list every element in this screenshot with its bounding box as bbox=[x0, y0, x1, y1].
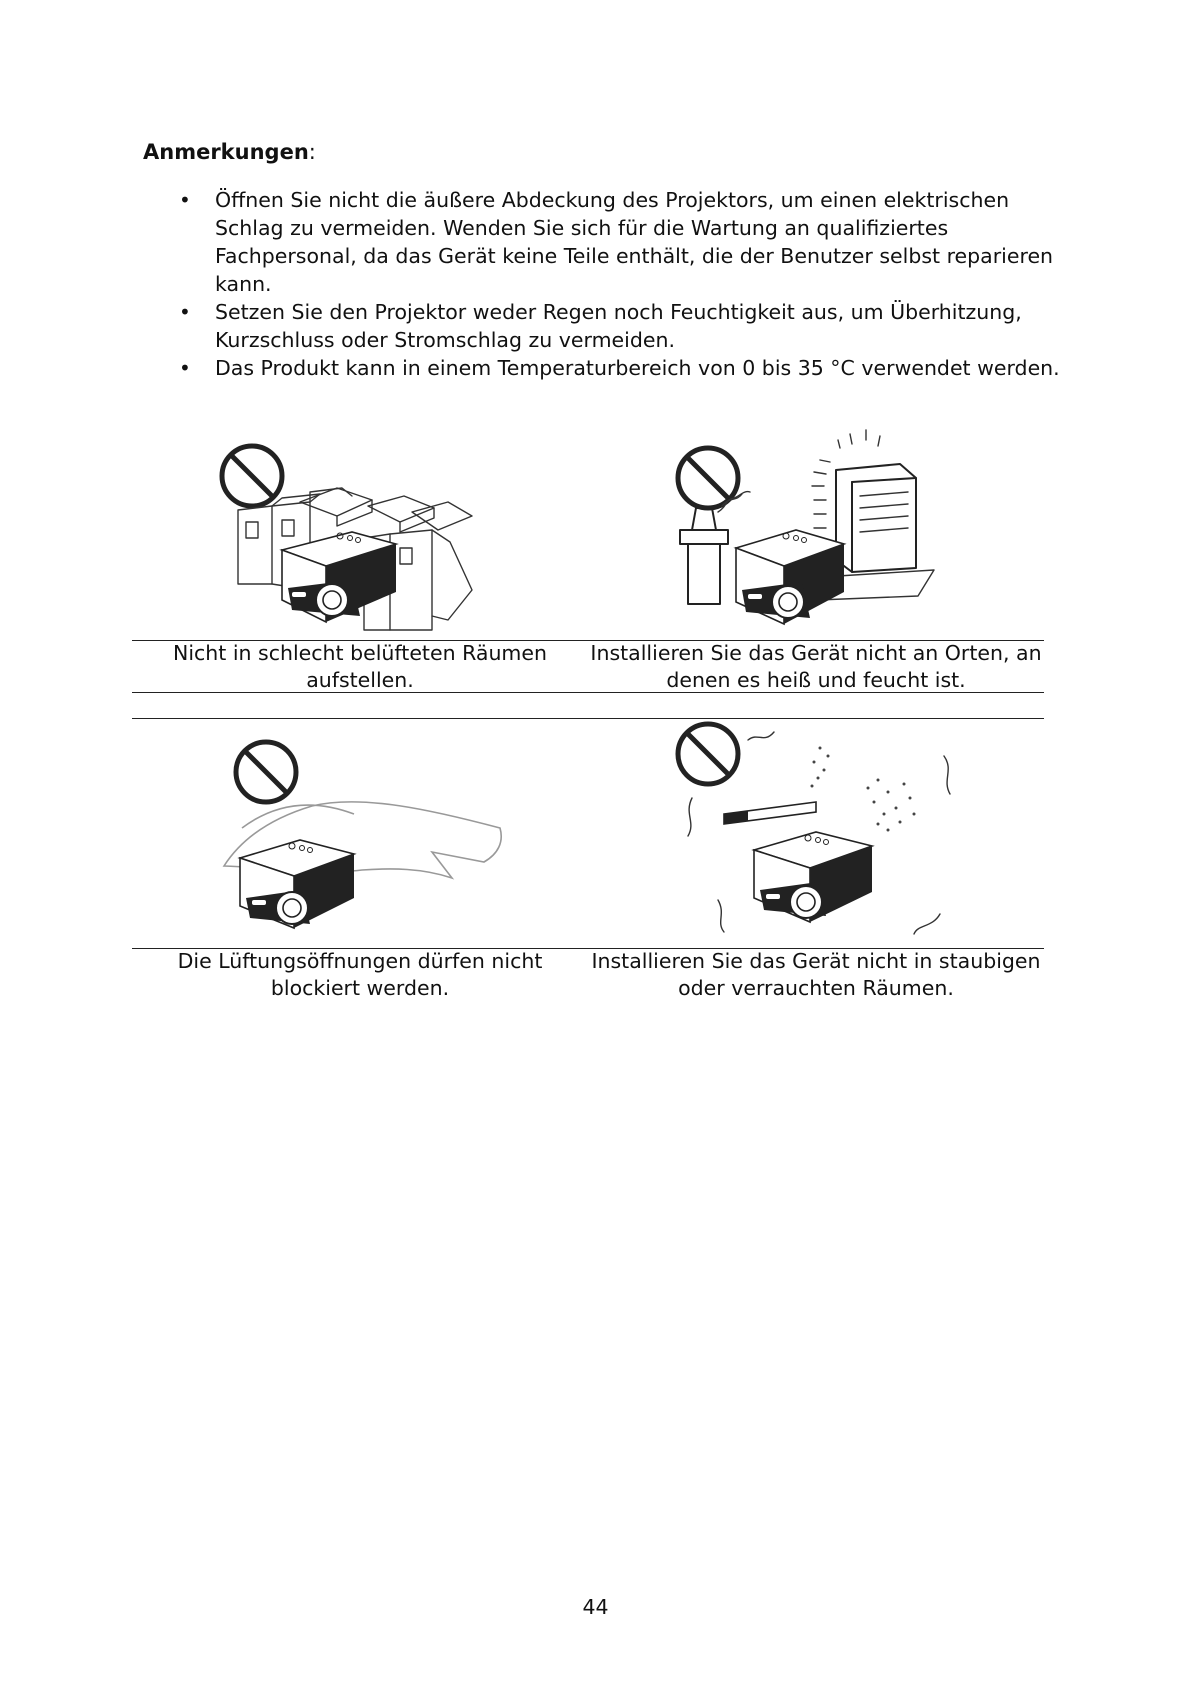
table-rule bbox=[132, 692, 1044, 693]
no-blocked-vents-illustration-icon bbox=[132, 718, 588, 938]
no-hot-humid-illustration-icon bbox=[588, 420, 1044, 640]
note-text: Setzen Sie den Projektor weder Regen noch Feuchtigkeit aus, um Überhitzung, Kurzschluss oder Stromschlag zu vermeiden. bbox=[215, 300, 1022, 352]
warning-caption: Installieren Sie das Gerät nicht an Orten, an denen es heiß und feucht ist. bbox=[590, 641, 1042, 692]
bullet-icon: • bbox=[179, 188, 191, 212]
table-rule bbox=[132, 640, 1044, 641]
table-rule bbox=[132, 948, 1044, 949]
bullet-icon: • bbox=[179, 300, 191, 324]
notes-list bbox=[143, 186, 1073, 382]
warning-caption: Nicht in schlecht belüfteten Räumen aufstellen. bbox=[172, 641, 548, 692]
note-text: Öffnen Sie nicht die äußere Abdeckung des Projektors, um einen elektrischen Schlag zu vermeiden. Wenden Sie sich für die Wartung an qualifiziertes Fachpersonal, da das Gerät keine Teile enthält, die der Benutzer selbst reparieren kann. bbox=[215, 188, 1054, 296]
note-item bbox=[143, 186, 1073, 298]
bullet-icon: • bbox=[179, 356, 191, 380]
warning-caption: Installieren Sie das Gerät nicht in staubigen oder verrauchten Räumen. bbox=[591, 949, 1041, 1000]
warning-caption: Die Lüftungsöffnungen dürfen nicht blockiert werden. bbox=[177, 949, 543, 1000]
notes-heading-label: Anmerkungen bbox=[143, 140, 309, 164]
note-item bbox=[143, 298, 1073, 354]
no-dust-smoke-illustration-icon bbox=[588, 718, 1044, 938]
note-text: Das Produkt kann in einem Temperaturbereich von 0 bis 35 °C verwendet werden. bbox=[215, 356, 1060, 380]
note-item bbox=[143, 354, 1073, 382]
no-poor-ventilation-illustration-icon bbox=[132, 420, 588, 640]
page-number: 44 bbox=[582, 1595, 609, 1619]
notes-heading-colon: : bbox=[308, 140, 316, 164]
notes-heading bbox=[143, 140, 316, 164]
